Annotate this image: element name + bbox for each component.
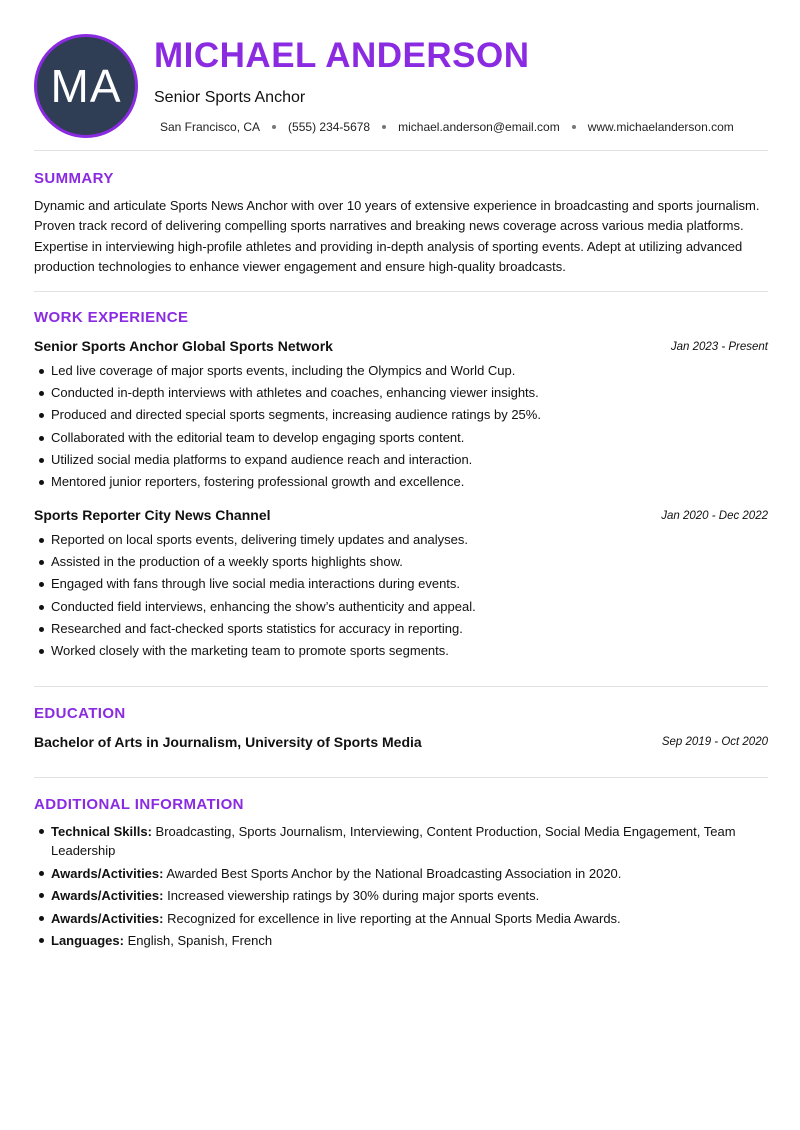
job-bullets [34,529,768,662]
list-item: Engaged with fans through live social media interactions during events. [34,573,768,595]
list-item: Worked closely with the marketing team to promote sports segments. [34,640,768,662]
job-bullets [34,360,768,493]
avatar [34,34,138,138]
list-item: Utilized social media platforms to expand audience reach and interaction. [34,449,768,471]
list-item: Assisted in the production of a weekly sports highlights show. [34,551,768,573]
work-experience-heading: WORK EXPERIENCE [34,309,189,326]
separator-dot-icon [382,125,386,129]
job-dates: Jan 2020 - Dec 2022 [661,510,768,522]
list-item [34,909,774,928]
list-item: Produced and directed special sports segments, increasing audience ratings by 25%. [34,404,768,426]
avatar-initials: MA [50,60,122,112]
divider [34,777,768,778]
contact-info [160,120,734,134]
additional-info-list [34,822,774,954]
job-heading: Sports Reporter City News Channel [34,507,271,523]
candidate-role: Senior Sports Anchor [154,89,306,106]
list-item: Collaborated with the editorial team to develop engaging sports content. [34,427,768,449]
separator-dot-icon [272,125,276,129]
summary-text: Dynamic and articulate Sports News Anchor with over 10 years of extensive experience in broadcasting and sports journalism. Proven track record of delivering compelling sports narratives and breaking news coverage across various media platforms. Expertise in interviewing high-profile athletes and providing in-depth analysis of sporting events. Adept at utilizing advanced production technologies to enhance viewer engagement and ensure high-quality broadcasts. [34,198,760,275]
separator-dot-icon [572,125,576,129]
list-item [34,864,774,883]
divider [34,150,768,151]
list-item: Conducted field interviews, enhancing the show’s authenticity and appeal. [34,596,768,618]
info-label: Awards/Activities: [51,865,164,881]
education-degree: Bachelor of Arts in Journalism, University of Sports Media [34,734,422,750]
education-dates: Sep 2019 - Oct 2020 [661,736,768,748]
info-label: Languages: [51,933,124,948]
resume-header [34,34,768,138]
info-label: Technical Skills: [51,824,152,839]
contact-website[interactable]: www.michaelanderson.com [587,120,734,134]
list-item: Reported on local sports events, delivering timely updates and analyses. [34,529,768,551]
info-text: English, Spanish, French [123,933,273,948]
job-heading: Senior Sports Anchor Global Sports Network [34,338,333,354]
list-item: Led live coverage of major sports events, including the Olympics and World Cup. [34,360,768,382]
info-text: Awarded Best Sports Anchor by the National Broadcasting Association in 2020. [163,865,622,881]
additional-info-heading: ADDITIONAL INFORMATION [34,796,244,813]
education-heading: EDUCATION [34,705,126,722]
divider [34,291,768,292]
info-text: Broadcasting, Sports Journalism, Interviewing, Content Production, Social Media Engagement, Team Leadership [51,824,736,858]
list-item: Mentored junior reporters, fostering professional growth and excellence. [34,471,768,493]
candidate-name: MICHAEL ANDERSON [154,36,530,75]
info-text: Increased viewership ratings by 30% during major sports events. [163,888,540,903]
list-item [34,822,774,860]
info-text: Recognized for excellence in live reporting at the Annual Sports Media Awards. [163,910,621,926]
summary-heading: SUMMARY [34,170,114,187]
info-label: Awards/Activities: [51,888,164,903]
contact-email[interactable]: michael.anderson@email.com [398,120,560,134]
divider [34,686,768,687]
info-label: Awards/Activities: [51,910,164,926]
list-item [34,931,774,950]
job-dates: Jan 2023 - Present [670,341,768,353]
contact-phone: (555) 234-5678 [288,120,371,134]
contact-location: San Francisco, CA [160,120,261,134]
list-item: Researched and fact-checked sports statistics for accuracy in reporting. [34,618,768,640]
list-item: Conducted in-depth interviews with athletes and coaches, enhancing viewer insights. [34,382,768,404]
list-item [34,886,774,905]
